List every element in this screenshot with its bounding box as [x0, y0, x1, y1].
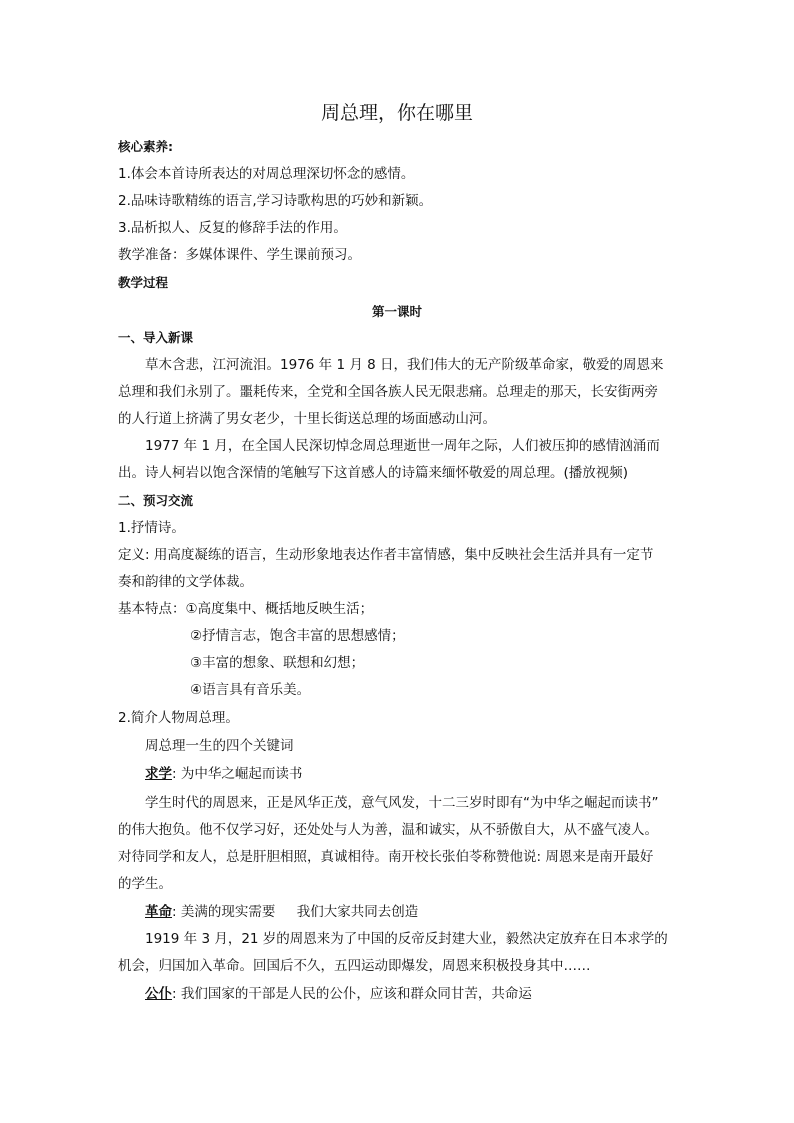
feature-1: ①高度集中、概括地反映生活；: [185, 601, 374, 617]
core-item-3: 3.品析拟人、反复的修辞手法的作用。: [118, 220, 347, 236]
keyword-servant-label: 公仆: [145, 986, 172, 1002]
features-row: [118, 599, 373, 619]
definition-line-1: 定义: 用高度凝练的语言，生动形象地表达作者丰富情感，集中反映社会生活并具有一定节: [118, 547, 654, 563]
item-intro-person: 2.简介人物周总理。: [118, 710, 239, 726]
section-1-heading: 一、导入新课: [118, 330, 194, 345]
intro-line-5: 出。诗人柯岩以饱含深情的笔触写下这首感人的诗篇来缅怀敬爱的周总理。(播放视频): [118, 465, 629, 481]
teaching-prep: 教学准备：多媒体课件、学生课前预习。: [118, 247, 361, 263]
definition-line-2: 奏和韵律的文学体裁。: [118, 574, 253, 590]
core-item-2: 2.品味诗歌精练的语言,学习诗歌构思的巧妙和新颖。: [118, 193, 433, 209]
keyword-revolution-label: 革命: [145, 904, 172, 920]
study-line-1: 学生时代的周恩来，正是风华正茂，意气风发，十二三岁时即有“为中华之崛起而读书”: [145, 795, 659, 811]
core-literacy-heading: 核心素养:: [118, 139, 173, 154]
feature-3: ③丰富的想象、联想和幻想；: [190, 655, 365, 671]
feature-2: ②抒情言志，饱含丰富的思想感情；: [190, 628, 405, 644]
lesson-title: 第一课时: [371, 304, 422, 319]
four-keywords: 周总理一生的四个关键词: [145, 738, 294, 754]
feature-4: ④语言具有音乐美。: [190, 682, 311, 698]
keyword-study: [145, 764, 302, 784]
keyword-servant-text: : 我们国家的干部是人民的公仆，应该和群众同甘苦，共命运: [172, 986, 532, 1002]
revolution-line-1: 1919 年 3 月，21 岁的周恩来为了中国的反帝反封建大业，毅然决定放弃在日本求学的: [145, 931, 668, 947]
features-label: 基本特点：: [118, 601, 186, 617]
keyword-study-label: 求学: [145, 766, 172, 782]
study-line-4: 的学生。: [118, 876, 172, 892]
process-heading: 教学过程: [118, 275, 169, 290]
intro-line-1: 草木含悲，江河流泪。1976 年 1 月 8 日，我们伟大的无产阶级革命家，敬爱的周恩来: [145, 357, 664, 373]
core-item-1: 1.体会本首诗所表达的对周总理深切怀念的感情。: [118, 166, 415, 182]
page-title: 周总理，你在哪里: [320, 102, 473, 124]
revolution-line-2: 机会，归国加入革命。回国后不久，五四运动即爆发，周恩来积极投身其中……: [118, 958, 591, 974]
intro-line-2: 总理和我们永别了。噩耗传来，全党和全国各族人民无限悲痛。总理走的那天，长安街两旁: [118, 384, 658, 400]
section-2-heading: 二、预习交流: [118, 493, 194, 508]
intro-line-3: 的人行道上挤满了男女老少，十里长街送总理的场面感动山河。: [118, 411, 496, 427]
study-line-2: 的伟大抱负。他不仅学习好，还处处与人为善，温和诚实，从不骄傲自大，从不盛气凌人。: [118, 822, 658, 838]
study-line-3: 对待同学和友人，总是肝胆相照，真诚相待。南开校长张伯苓称赞他说: 周恩来是南开最好: [118, 849, 654, 865]
intro-line-4: 1977 年 1 月，在全国人民深切悼念周总理逝世一周年之际，人们被压抑的感情汹涌而: [145, 438, 660, 454]
keyword-study-text: : 为中华之崛起而读书: [172, 766, 303, 782]
keyword-servant: [145, 984, 532, 1004]
keyword-revolution-text: : 美满的现实需要 我们大家共同去创造: [172, 904, 419, 920]
keyword-revolution: [145, 902, 418, 922]
item-lyric-poem: 1.抒情诗。: [118, 520, 185, 536]
